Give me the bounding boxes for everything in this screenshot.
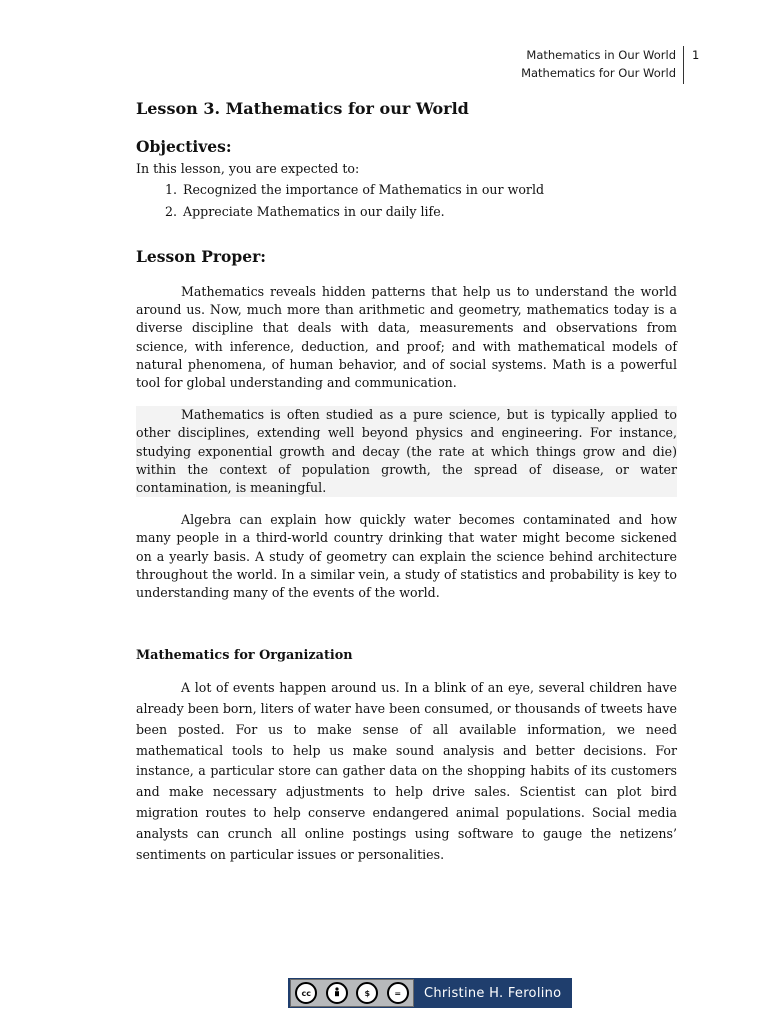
objectives-heading: Objectives: xyxy=(136,137,232,156)
noncommercial-icon: $ xyxy=(356,982,378,1004)
objectives-list xyxy=(136,179,677,223)
page-header xyxy=(0,44,768,84)
cc-icon: cc xyxy=(295,982,317,1004)
objective-item: 2. Appreciate Mathematics in our daily life. xyxy=(181,201,677,223)
lesson-paragraph: Mathematics is often studied as a pure science, but is typically applied to other disciplines, extending well beyond physics and engineering. For instance, studying exponential growth and decay (the rate at which things grow and die) within the context of population growth, the spread of disease, or water contamination, is meaningful. xyxy=(136,406,677,497)
lesson-paragraph: Mathematics reveals hidden patterns that help us to understand the world around us. Now, much more than arithmetic and geometry, mathematics today is a diverse discipline that deals with data, measurements and observations from science, with inference, deduction, and proof; and with mathematical models of natural phenomena, of human behavior, and of social systems. Math is a powerful tool for global understanding and communication. xyxy=(136,284,677,391)
noderivatives-icon: = xyxy=(387,982,409,1004)
organization-paragraph: A lot of events happen around us. In a blink of an eye, several children have already been born, liters of water have been consumed, or thousands of tweets have been posted. For us to make sense of all available information, we need mathematical tools to help us make sound analysis and better decisions. For instance, a particular store can gather data on the shopping habits of its customers and make necessary adjustments to help drive sales. Scientist can plot bird migration routes to help conserve endangered animal populations. Social media analysts can crunch all online postings using software to gauge the netizens’ sentiments on particular issues or personalities. xyxy=(136,680,677,862)
lesson-paragraph: Algebra can explain how quickly water becomes contaminated and how many people in a third-world country drinking that water might become sickened on a yearly basis. A study of geometry can explain the science behind architecture throughout the world. In a similar vein, a study of statistics and probability is key to understanding many of the events of the world. xyxy=(136,512,677,601)
lesson-title: Lesson 3. Mathematics for our World xyxy=(136,99,469,118)
lesson-proper-heading: Lesson Proper: xyxy=(136,247,266,266)
running-title xyxy=(521,46,676,82)
page-number: 1 xyxy=(692,48,700,62)
header-title-line2: Mathematics for Our World xyxy=(521,66,676,80)
header-title-line1: Mathematics in Our World xyxy=(526,48,676,62)
document-body xyxy=(136,96,677,865)
header-divider xyxy=(683,46,684,84)
organization-heading: Mathematics for Organization xyxy=(136,648,353,664)
author-name: Christine H. Ferolino xyxy=(424,985,562,1001)
objectives-intro: In this lesson, you are expected to: xyxy=(136,161,360,176)
creative-commons-logo xyxy=(290,979,414,1007)
objective-item: 1. Recognized the importance of Mathematics in our world xyxy=(181,179,677,201)
license-badge xyxy=(288,978,572,1008)
attribution-icon xyxy=(326,982,348,1004)
